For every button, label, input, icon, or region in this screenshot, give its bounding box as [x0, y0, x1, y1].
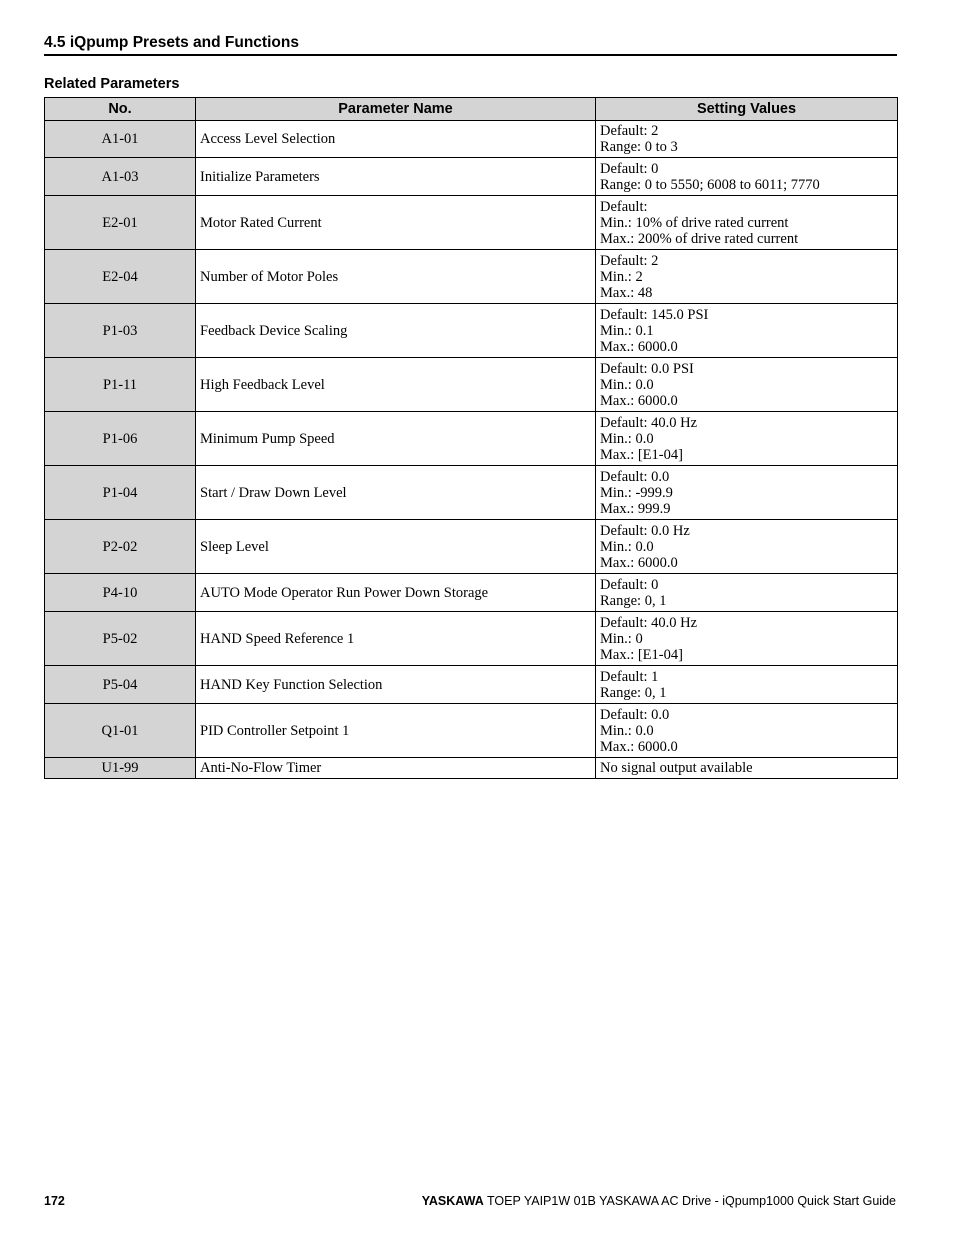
parameter-number: E2-04: [45, 250, 196, 304]
setting-value-line: Min.: 0: [600, 630, 643, 647]
parameter-number: P5-04: [45, 666, 196, 704]
table-row: [45, 196, 898, 250]
parameter-number: A1-01: [45, 121, 196, 158]
setting-values: [596, 196, 898, 250]
parameter-name: Minimum Pump Speed: [196, 412, 596, 466]
setting-value-line: Range: 0 to 5550; 6008 to 6011; 7770: [600, 176, 820, 193]
parameter-name: AUTO Mode Operator Run Power Down Storage: [196, 574, 596, 612]
setting-values: [596, 158, 898, 196]
setting-value-line: Min.: 10% of drive rated current: [600, 214, 789, 231]
setting-values: [596, 466, 898, 520]
parameter-number: U1-99: [45, 758, 196, 779]
setting-value-line: Max.: [E1-04]: [600, 446, 683, 463]
setting-value-line: Default: 40.0 Hz: [600, 414, 698, 431]
table-row: [45, 704, 898, 758]
setting-value-line: Default: 0: [600, 160, 659, 177]
parameter-name: HAND Speed Reference 1: [196, 612, 596, 666]
parameter-name: Motor Rated Current: [196, 196, 596, 250]
parameter-name: Access Level Selection: [196, 121, 596, 158]
setting-value-line: Default: 0.0: [600, 468, 670, 485]
setting-value-line: Min.: 0.1: [600, 322, 654, 339]
setting-value-line: Default: 0.0 PSI: [600, 360, 694, 377]
parameter-name: High Feedback Level: [196, 358, 596, 412]
setting-value-line: Max.: 48: [600, 284, 653, 301]
setting-value-line: No signal output available: [600, 760, 753, 776]
table-row: [45, 666, 898, 704]
setting-values: [596, 520, 898, 574]
table-row: [45, 158, 898, 196]
column-header-setting-values: Setting Values: [596, 98, 898, 121]
setting-value-line: Default: 0: [600, 576, 659, 593]
setting-value-line: Default: 145.0 PSI: [600, 306, 709, 323]
parameter-number: P5-02: [45, 612, 196, 666]
parameter-number: P1-04: [45, 466, 196, 520]
setting-value-line: Min.: -999.9: [600, 484, 673, 501]
parameter-number: E2-01: [45, 196, 196, 250]
setting-value-line: Default: 0.0 Hz: [600, 522, 690, 539]
setting-value-line: Min.: 0.0: [600, 722, 654, 739]
setting-value-line: Default:: [600, 198, 648, 215]
table-row: [45, 520, 898, 574]
setting-value-line: Default: 0.0: [600, 706, 670, 723]
setting-values: [596, 121, 898, 158]
setting-value-line: Range: 0 to 3: [600, 139, 678, 155]
setting-value-line: Max.: 6000.0: [600, 392, 678, 409]
table-row: [45, 304, 898, 358]
footer-doc-title: TOEP YAIP1W 01B YASKAWA AC Drive - iQpump1000 Quick Start Guide: [483, 1194, 896, 1208]
setting-value-line: Max.: 6000.0: [600, 738, 678, 755]
setting-value-line: Max.: 999.9: [600, 500, 671, 517]
setting-value-line: Range: 0, 1: [600, 684, 667, 701]
setting-value-line: Default: 40.0 Hz: [600, 614, 698, 631]
setting-values: [596, 358, 898, 412]
setting-values: [596, 612, 898, 666]
parameter-name: Number of Motor Poles: [196, 250, 596, 304]
related-parameters-table: [44, 97, 898, 779]
parameter-name: Initialize Parameters: [196, 158, 596, 196]
setting-value-line: Max.: 6000.0: [600, 338, 678, 355]
parameter-name: Feedback Device Scaling: [196, 304, 596, 358]
parameter-number: P2-02: [45, 520, 196, 574]
parameter-name: Start / Draw Down Level: [196, 466, 596, 520]
setting-value-line: Min.: 2: [600, 268, 643, 285]
setting-values: [596, 250, 898, 304]
setting-values: [596, 574, 898, 612]
parameter-number: Q1-01: [45, 704, 196, 758]
page-number: 172: [44, 1194, 65, 1208]
setting-value-line: Range: 0, 1: [600, 592, 667, 609]
setting-values: [596, 758, 898, 779]
setting-value-line: Min.: 0.0: [600, 430, 654, 447]
table-row: [45, 358, 898, 412]
setting-value-line: Min.: 0.0: [600, 376, 654, 393]
setting-value-line: Default: 2: [600, 252, 659, 269]
setting-value-line: Max.: 200% of drive rated current: [600, 230, 799, 247]
column-header-no: No.: [45, 98, 196, 121]
section-divider: [44, 54, 897, 56]
column-header-parameter-name: Parameter Name: [196, 98, 596, 121]
parameter-name: HAND Key Function Selection: [196, 666, 596, 704]
table-row: [45, 466, 898, 520]
parameter-number: P1-06: [45, 412, 196, 466]
setting-values: [596, 304, 898, 358]
parameter-number: A1-03: [45, 158, 196, 196]
setting-value-line: Min.: 0.0: [600, 538, 654, 555]
setting-values: [596, 666, 898, 704]
footer-document-title: [422, 1194, 896, 1208]
parameter-name: Anti-No-Flow Timer: [196, 758, 596, 779]
table-row: [45, 574, 898, 612]
table-row: [45, 758, 898, 779]
table-row: [45, 412, 898, 466]
parameter-number: P1-03: [45, 304, 196, 358]
parameter-name: Sleep Level: [196, 520, 596, 574]
footer-brand: YASKAWA: [421, 1194, 484, 1208]
setting-value-line: Default: 1: [600, 668, 659, 685]
parameter-number: P4-10: [45, 574, 196, 612]
section-header: 4.5 iQpump Presets and Functions: [44, 34, 299, 51]
table-header-row: [45, 98, 898, 121]
setting-values: [596, 704, 898, 758]
setting-value-line: Default: 2: [600, 123, 659, 139]
setting-value-line: Max.: 6000.0: [600, 554, 678, 571]
table-row: [45, 121, 898, 158]
table-heading: Related Parameters: [44, 76, 180, 92]
table-row: [45, 612, 898, 666]
setting-values: [596, 412, 898, 466]
setting-value-line: Max.: [E1-04]: [600, 646, 683, 663]
parameter-name: PID Controller Setpoint 1: [196, 704, 596, 758]
table-row: [45, 250, 898, 304]
parameter-number: P1-11: [45, 358, 196, 412]
